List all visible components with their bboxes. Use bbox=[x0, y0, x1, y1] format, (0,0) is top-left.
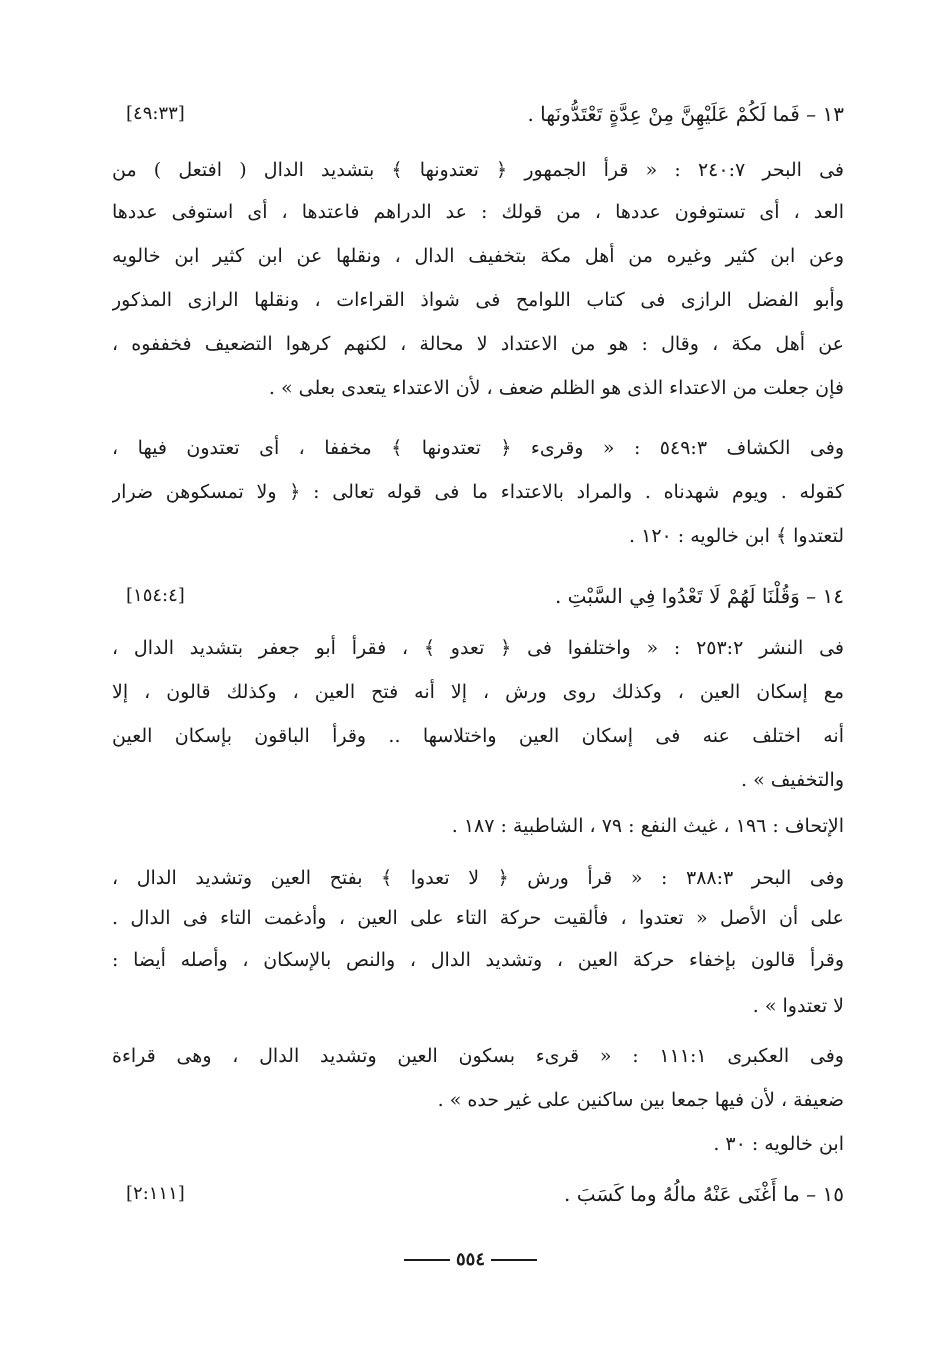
commentary-line: عن أهل مكة ، وقال : هو من الاعتداد لا محالة ، لكنهم كرهوا التضعيف فخففوه ، bbox=[112, 333, 844, 355]
commentary-line: فى البحر ٢٤٠:٧ : « قرأ الجمهور ﴿ تعتدونها ﴾ بتشديد الدال ( افتعل ) من bbox=[112, 159, 844, 181]
verse-heading-13: ١٣ – فَما لَكُمْ عَلَيْهِنَّ مِنْ عِدَّةٍ تَعْتَدُّونَها . bbox=[527, 102, 844, 126]
commentary-line: ضعيفة ، لأن فيها جمعا بين ساكنين على غير حده » . bbox=[437, 1089, 844, 1111]
verse-heading-15: ١٥ – ما أَغْنَى عَنْهُ مالُهُ وما كَسَبَ . bbox=[563, 1182, 844, 1206]
verse-reference-14: [١٥٤:٤] bbox=[126, 585, 185, 606]
commentary-line: أنه اختلف عنه فى إسكان العين واختلاسها .. وقرأ الباقون بإسكان العين bbox=[112, 725, 844, 747]
commentary-line: على أن الأصل « تعتدوا ، فألقيت حركة التاء على العين ، وأدغمت التاء فى الدال . bbox=[112, 907, 844, 929]
commentary-line: وفى البحر ٣٨٨:٣ : « قرأ ورش ﴿ لا تعدوا ﴾ بفتح العين وتشديد الدال ، bbox=[112, 867, 844, 889]
commentary-line: فإن جعلت من الاعتداء الذى هو الظلم ضعف ، لأن الاعتداء يتعدى بعلى » . bbox=[268, 377, 844, 399]
dash-decoration bbox=[491, 1259, 537, 1261]
commentary-line: وفى العكبرى ١١١:١ : « قرىء بسكون العين وتشديد الدال ، وهى قراءة bbox=[112, 1045, 844, 1067]
commentary-line: وعن ابن كثير وغيره من أهل مكة بتخفيف الدال ، ونقلها عن ابن كثير ابن خالويه bbox=[112, 245, 844, 267]
commentary-line: مع إسكان العين ، وكذلك روى ورش ، إلا أنه فتح العين ، وكذلك قالون ، إلا bbox=[112, 681, 844, 703]
commentary-line: لا تعتدوا » . bbox=[752, 995, 844, 1017]
commentary-line: وأبو الفضل الرازى فى كتاب اللوامح فى شواذ القراءات ، ونقلها الرازى المذكور bbox=[112, 289, 844, 311]
verse-heading-14: ١٤ – وَقُلْنَا لَهُمْ لَا تَعْدُوا فِي السَّبْتِ . bbox=[554, 584, 844, 608]
commentary-line: وقرأ قالون بإخفاء حركة العين ، وتشديد الدال ، والنص بالإسكان ، وأصله أيضا : bbox=[112, 949, 844, 971]
commentary-line: ابن خالويه : ٣٠ . bbox=[713, 1133, 844, 1155]
page-number-footer bbox=[0, 1240, 941, 1280]
commentary-line: فى النشر ٢٥٣:٢ : « واختلفوا فى ﴿ تعدو ﴾ ، فقرأ أبو جعفر بتشديد الدال ، bbox=[112, 637, 844, 659]
page-number: ٥٥٤ bbox=[455, 1249, 485, 1270]
dash-decoration bbox=[404, 1259, 450, 1261]
commentary-line: لتعتدوا ﴾ ابن خالويه : ١٢٠ . bbox=[629, 525, 844, 547]
commentary-line: كقوله . ويوم شهدناه . والمراد بالاعتداء ما فى قوله تعالى : ﴿ ولا تمسكوهن ضرار bbox=[112, 481, 844, 503]
commentary-line: والتخفيف » . bbox=[741, 769, 844, 791]
commentary-line: الإتحاف : ١٩٦ ، غيث النفع : ٧٩ ، الشاطبية : ١٨٧ . bbox=[451, 815, 844, 837]
verse-reference-13: [٤٩:٣٣] bbox=[126, 103, 185, 124]
commentary-line: وفى الكشاف ٥٤٩:٣ : « وقرىء ﴿ تعتدونها ﴾ مخففا ، أى تعتدون فيها ، bbox=[112, 437, 844, 459]
verse-reference-15: [٢:١١١] bbox=[126, 1183, 185, 1204]
commentary-line: العد ، أى تستوفون عددها ، من قولك : عد الدراهم فاعتدها ، أى استوفى عددها bbox=[112, 201, 844, 223]
